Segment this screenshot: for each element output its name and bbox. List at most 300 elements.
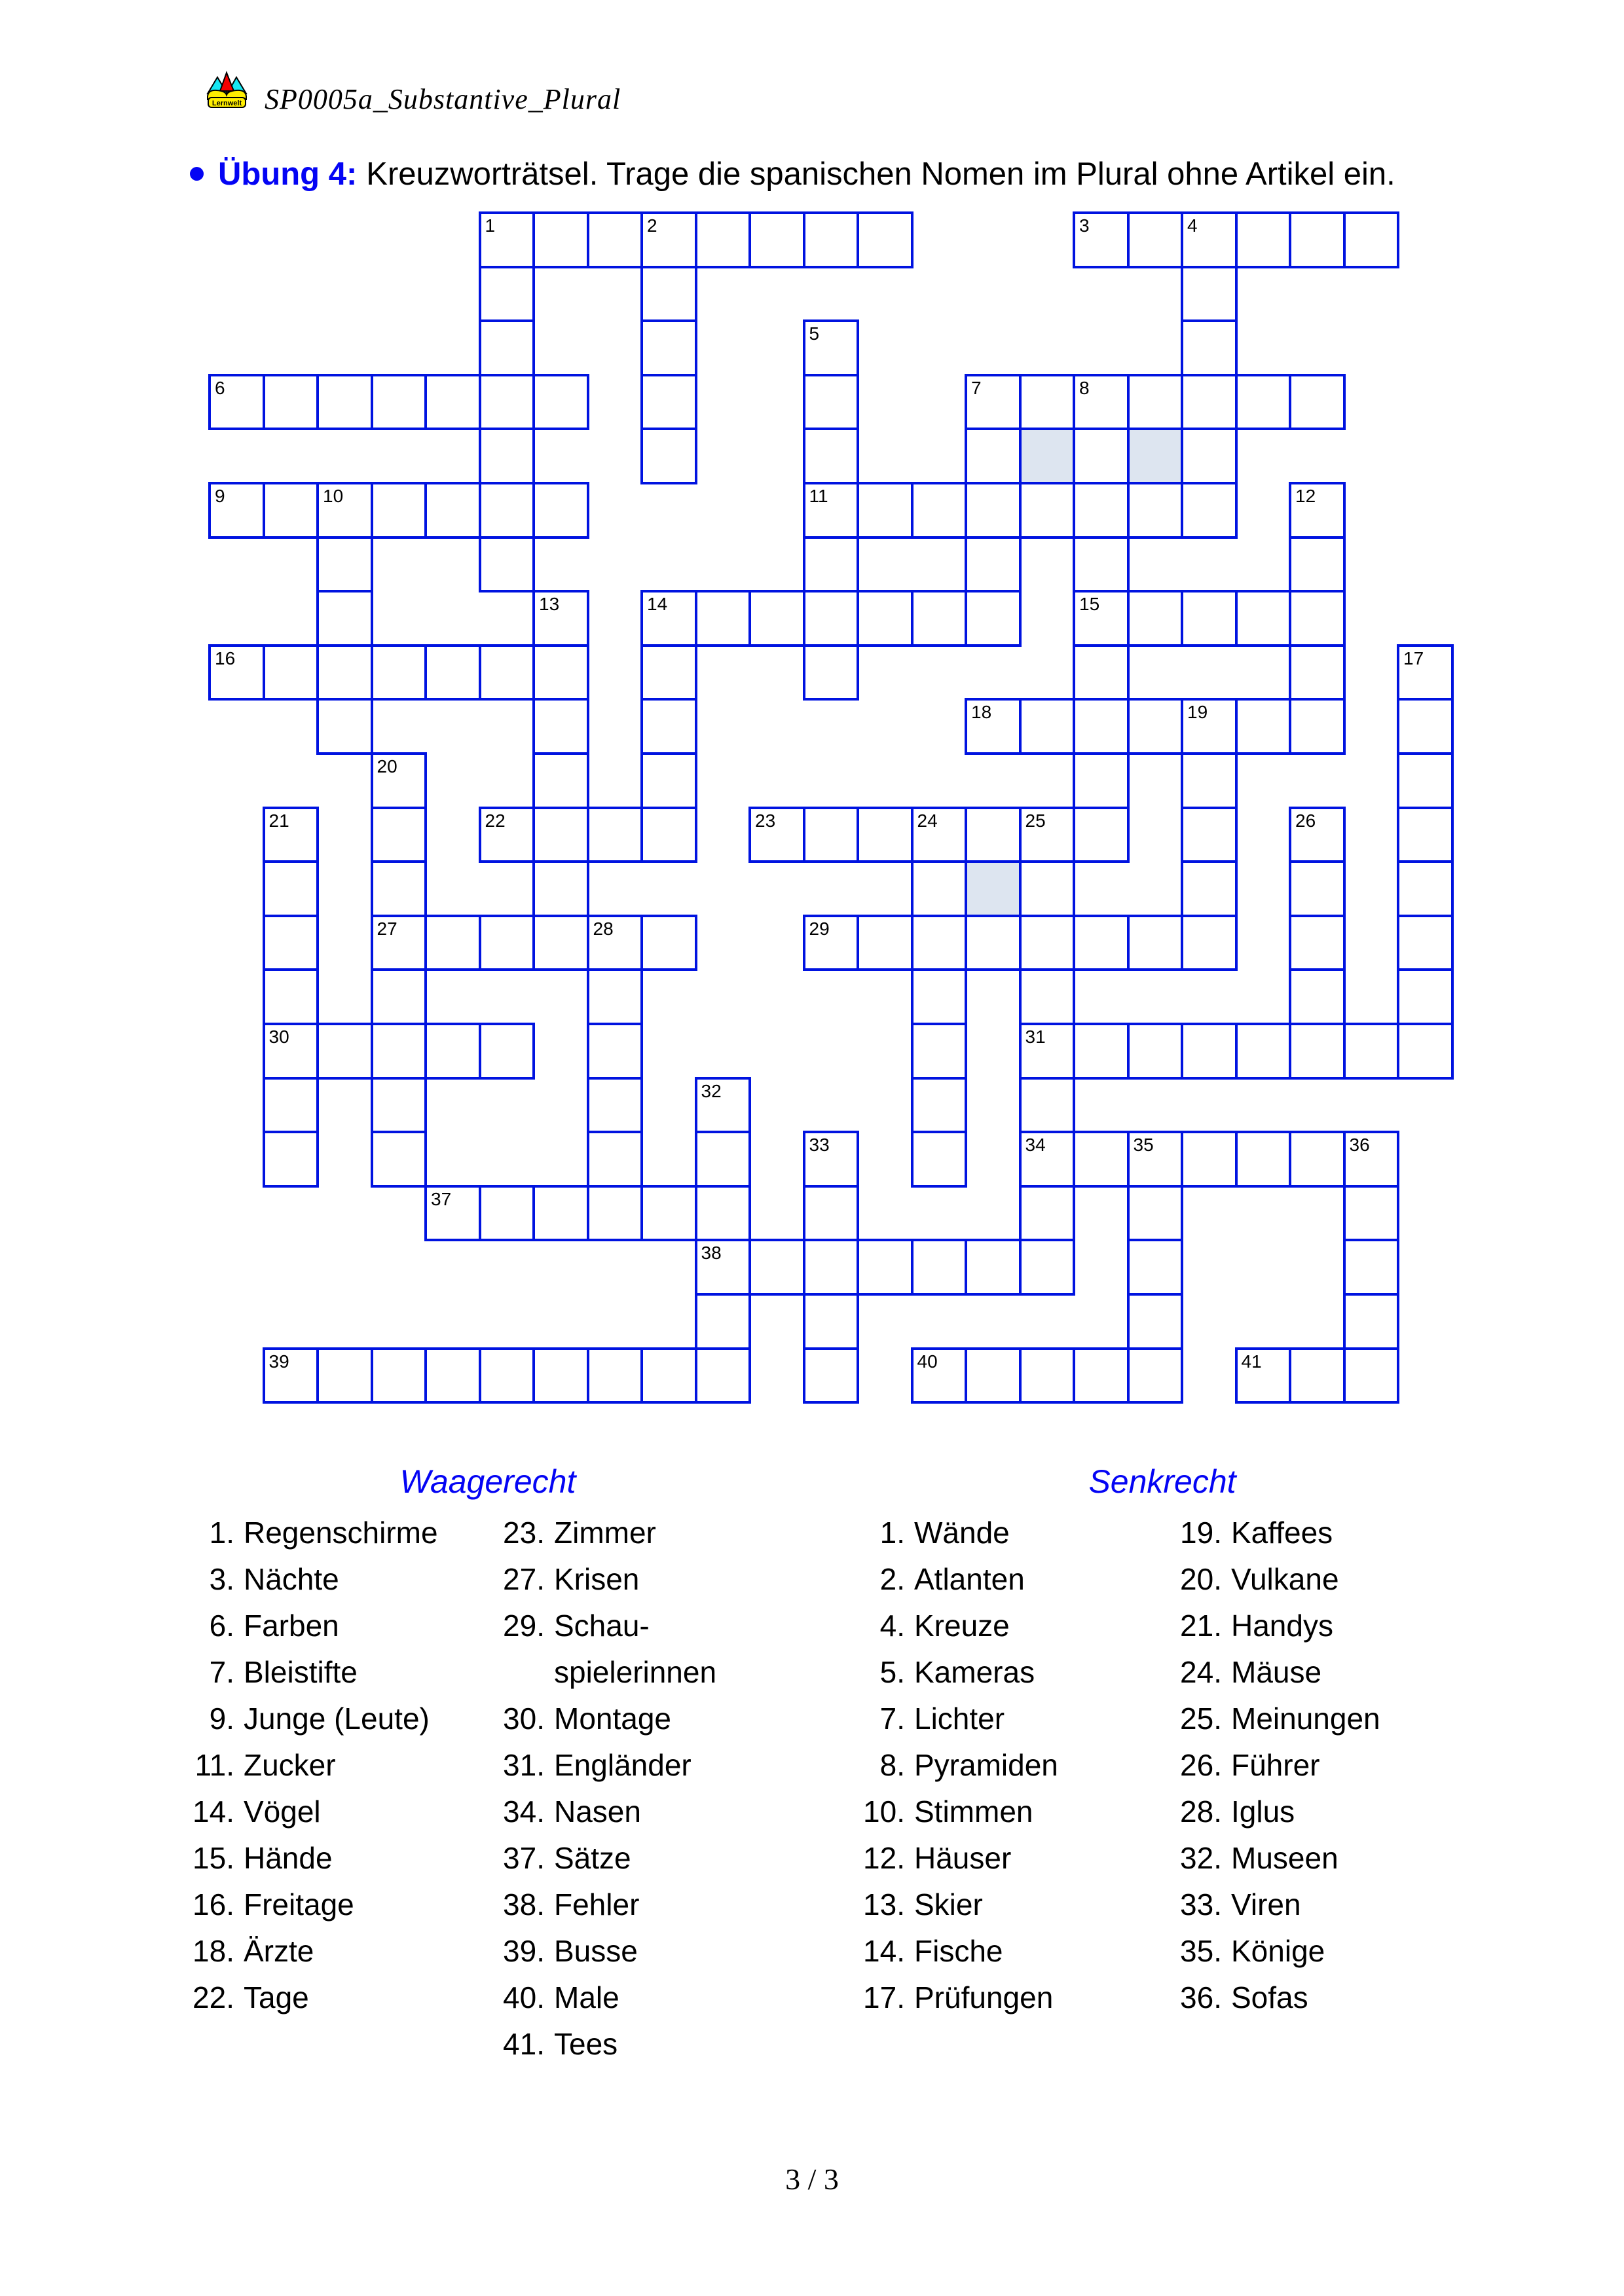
grid-cell[interactable]	[1019, 1239, 1076, 1296]
grid-cell[interactable]	[587, 1023, 644, 1080]
clue-item	[1153, 1882, 1380, 1928]
grid-cell[interactable]	[965, 698, 1022, 755]
grid-cell[interactable]	[1397, 752, 1454, 809]
cell-number: 5	[809, 323, 820, 344]
grid-cell[interactable]	[479, 536, 536, 593]
grid-cell[interactable]	[1181, 807, 1238, 864]
logo-label: Lernwelt	[212, 100, 242, 107]
grid-cell[interactable]	[803, 590, 860, 647]
grid-cell[interactable]	[1019, 374, 1076, 431]
grid-cell[interactable]	[1397, 968, 1454, 1025]
grid-cell[interactable]	[479, 428, 536, 484]
grid-cell[interactable]	[479, 482, 536, 539]
grid-cell[interactable]	[1235, 1131, 1292, 1188]
grid-cell[interactable]	[748, 807, 805, 864]
grid-cell[interactable]	[1019, 482, 1076, 539]
grid-cell[interactable]	[1181, 915, 1238, 972]
grid-cell[interactable]	[479, 644, 536, 701]
grid-cell[interactable]	[857, 211, 913, 268]
grid-cell[interactable]	[748, 1239, 805, 1296]
grid-cell[interactable]	[424, 915, 481, 972]
grid-cell[interactable]	[424, 1347, 481, 1404]
grid-cell[interactable]	[263, 644, 320, 701]
grid-cell[interactable]	[695, 1131, 752, 1188]
cell-number: 35	[1133, 1135, 1154, 1156]
grid-cell[interactable]	[1073, 752, 1130, 809]
clue-text: Farben	[244, 1609, 339, 1643]
clue-item	[165, 1789, 438, 1835]
grid-cell[interactable]	[371, 915, 428, 972]
grid-cell[interactable]	[587, 211, 644, 268]
grid-cell[interactable]	[1343, 1239, 1400, 1296]
grid-cell[interactable]	[263, 860, 320, 917]
grid-cell[interactable]	[479, 807, 536, 864]
clue-number: 30.	[503, 1702, 545, 1736]
grid-cell[interactable]	[695, 1239, 752, 1296]
grid-cell[interactable]	[532, 752, 589, 809]
grid-cell[interactable]	[424, 482, 481, 539]
clue-number: 35.	[1180, 1934, 1222, 1968]
grid-cell[interactable]	[640, 644, 697, 701]
grid-cell[interactable]	[640, 1185, 697, 1242]
grid-cell[interactable]	[263, 807, 320, 864]
grid-cell[interactable]	[1019, 915, 1076, 972]
grid-cell[interactable]	[587, 915, 644, 972]
grid-cell[interactable]	[803, 1347, 860, 1404]
grid-cell[interactable]	[479, 211, 536, 268]
grid-cell[interactable]	[803, 807, 860, 864]
grid-cell[interactable]	[263, 1347, 320, 1404]
clue-item	[836, 1603, 1058, 1649]
cell-number: 36	[1349, 1135, 1370, 1156]
grid-cell[interactable]	[263, 1023, 320, 1080]
grid-cell[interactable]	[1127, 1131, 1184, 1188]
grid-cell[interactable]	[479, 319, 536, 376]
grid-cell[interactable]	[1397, 644, 1454, 701]
clue-text: Atlanten	[914, 1562, 1025, 1596]
grid-cell[interactable]	[424, 644, 481, 701]
grid-cell[interactable]	[911, 482, 968, 539]
grid-cell[interactable]	[911, 1077, 968, 1134]
grid-cell[interactable]	[1397, 860, 1454, 917]
grid-cell[interactable]	[371, 807, 428, 864]
grid-cell[interactable]	[640, 915, 697, 972]
grid-cell[interactable]	[1127, 1023, 1184, 1080]
grid-cell[interactable]	[424, 374, 481, 431]
clue-item	[1153, 1835, 1380, 1882]
grid-cell[interactable]	[803, 374, 860, 431]
grid-cell[interactable]	[695, 211, 752, 268]
clue-text: spielerinnen	[554, 1655, 717, 1689]
grid-cell[interactable]	[1235, 590, 1292, 647]
clue-number: 27.	[503, 1562, 545, 1596]
clue-item	[836, 1975, 1058, 2021]
cell-number: 20	[377, 756, 397, 776]
clue-item	[836, 1556, 1058, 1603]
grid-cell[interactable]	[1343, 1131, 1400, 1188]
grid-cell[interactable]	[640, 211, 697, 268]
grid-cell[interactable]	[371, 1347, 428, 1404]
grid-cell[interactable]	[640, 266, 697, 323]
cell-number: 21	[268, 810, 289, 831]
grid-cell[interactable]	[1073, 698, 1130, 755]
clue-number: 23.	[503, 1516, 545, 1550]
clue-text: Regenschirme	[244, 1516, 438, 1550]
grid-cell[interactable]	[1127, 915, 1184, 972]
across-clues-column-1	[165, 1510, 438, 2021]
grid-cell[interactable]	[1289, 807, 1346, 864]
grid-cell[interactable]	[1235, 374, 1292, 431]
cell-number: 11	[809, 486, 828, 506]
grid-cell[interactable]	[1019, 1347, 1076, 1404]
grid-cell[interactable]	[965, 1239, 1022, 1296]
grid-cell[interactable]	[479, 915, 536, 972]
grid-cell[interactable]	[424, 1185, 481, 1242]
grid-cell[interactable]	[1289, 1131, 1346, 1188]
grid-cell[interactable]	[1073, 536, 1130, 593]
grid-cell[interactable]	[1073, 590, 1130, 647]
grid-cell[interactable]	[1073, 1131, 1130, 1188]
grid-cell[interactable]	[1343, 1293, 1400, 1350]
grid-cell[interactable]	[1019, 1077, 1076, 1134]
clue-text: Nächte	[244, 1562, 339, 1596]
down-section-title: Senkrecht	[1088, 1463, 1236, 1500]
grid-cell[interactable]	[1073, 374, 1130, 431]
grid-cell[interactable]	[424, 1023, 481, 1080]
grid-cell[interactable]	[911, 590, 968, 647]
grid-cell[interactable]	[1397, 807, 1454, 864]
clue-item	[165, 1510, 438, 1556]
grid-cell[interactable]	[911, 915, 968, 972]
grid-cell[interactable]	[316, 482, 373, 539]
clue-number: 26.	[1180, 1748, 1222, 1782]
cell-number: 25	[1025, 810, 1046, 831]
grid-cell[interactable]	[263, 1077, 320, 1134]
grid-cell[interactable]	[1181, 1131, 1238, 1188]
grid-cell[interactable]	[965, 590, 1022, 647]
grid-cell[interactable]	[1397, 698, 1454, 755]
clue-text: Handys	[1231, 1609, 1333, 1643]
clue-item	[165, 1882, 438, 1928]
grid-cell[interactable]	[371, 752, 428, 809]
grid-cell[interactable]	[371, 374, 428, 431]
grid-cell[interactable]	[911, 968, 968, 1025]
grid-cell[interactable]	[695, 1185, 752, 1242]
grid-cell[interactable]	[1289, 1347, 1346, 1404]
grid-cell[interactable]	[640, 374, 697, 431]
grid-cell[interactable]	[1289, 968, 1346, 1025]
clue-number: 17.	[863, 1980, 905, 2014]
grid-cell[interactable]	[532, 807, 589, 864]
grid-cell[interactable]	[965, 374, 1022, 431]
grid-cell[interactable]	[479, 1185, 536, 1242]
clue-text: Kreuze	[914, 1609, 1010, 1643]
clue-text: Hände	[244, 1841, 333, 1875]
grid-cell[interactable]	[965, 536, 1022, 593]
grid-cell[interactable]	[532, 590, 589, 647]
grid-cell[interactable]	[1289, 536, 1346, 593]
grid-cell[interactable]	[1181, 1023, 1238, 1080]
grid-cell[interactable]	[316, 1023, 373, 1080]
grid-cell[interactable]	[695, 1347, 752, 1404]
grid-cell[interactable]	[1127, 1293, 1184, 1350]
cell-number: 37	[431, 1188, 452, 1209]
grid-cell[interactable]	[316, 1347, 373, 1404]
grid-cell[interactable]	[587, 1347, 644, 1404]
grid-cell[interactable]	[1073, 428, 1130, 484]
grid-cell[interactable]	[803, 482, 860, 539]
grid-cell[interactable]	[371, 1077, 428, 1134]
grid-cell[interactable]	[965, 482, 1022, 539]
grid-cell[interactable]	[803, 428, 860, 484]
grid-cell[interactable]	[371, 1131, 428, 1188]
grid-cell[interactable]	[803, 1131, 860, 1188]
clue-text: Freitage	[244, 1887, 354, 1922]
clue-text: Ärzte	[244, 1934, 314, 1968]
grid-cell[interactable]	[1181, 482, 1238, 539]
grid-cell[interactable]	[1127, 374, 1184, 431]
grid-cell[interactable]	[587, 807, 644, 864]
grid-cell[interactable]	[1073, 1347, 1130, 1404]
grid-cell[interactable]	[1397, 915, 1454, 972]
grid-cell[interactable]	[803, 915, 860, 972]
grid-cell[interactable]	[263, 482, 320, 539]
clue-number: 28.	[1180, 1795, 1222, 1829]
clue-item	[836, 1510, 1058, 1556]
grid-cell[interactable]	[1073, 1023, 1130, 1080]
grid-cell[interactable]	[965, 1347, 1022, 1404]
grid-cell[interactable]	[803, 1185, 860, 1242]
grid-cell[interactable]	[1181, 374, 1238, 431]
grid-cell[interactable]	[587, 1077, 644, 1134]
grid-cell[interactable]	[1019, 968, 1076, 1025]
cell-number: 28	[593, 918, 614, 939]
clue-text: Fische	[914, 1934, 1003, 1968]
grid-cell[interactable]	[263, 915, 320, 972]
cell-number: 3	[1079, 215, 1090, 236]
grid-cell[interactable]	[695, 1293, 752, 1350]
grid-cell[interactable]	[371, 860, 428, 917]
grid-cell[interactable]	[1181, 698, 1238, 755]
clue-text: Könige	[1231, 1934, 1325, 1968]
cell-number: 18	[971, 702, 992, 723]
grid-cell[interactable]	[748, 211, 805, 268]
grid-cell[interactable]	[1073, 211, 1130, 268]
grid-cell[interactable]	[857, 807, 913, 864]
grid-cell[interactable]	[587, 1185, 644, 1242]
grid-cell[interactable]	[1127, 482, 1184, 539]
grid-cell[interactable]	[1127, 698, 1184, 755]
grid-cell[interactable]	[803, 536, 860, 593]
grid-cell[interactable]	[857, 915, 913, 972]
clue-text: Stimmen	[914, 1795, 1033, 1829]
grid-cell[interactable]	[1181, 266, 1238, 323]
grid-cell[interactable]	[371, 482, 428, 539]
grid-cell[interactable]	[1289, 1023, 1346, 1080]
clue-item	[475, 1742, 716, 1789]
cell-number: 40	[917, 1351, 938, 1372]
grid-cell[interactable]	[1019, 1131, 1076, 1188]
grid-cell[interactable]	[1073, 807, 1130, 864]
clue-number: 11.	[194, 1748, 234, 1782]
grid-cell[interactable]	[1343, 1185, 1400, 1242]
grid-cell[interactable]	[532, 211, 589, 268]
clue-number: 29.	[503, 1609, 545, 1643]
grid-cell[interactable]	[1127, 590, 1184, 647]
grid-cell[interactable]	[911, 1131, 968, 1188]
grid-cell[interactable]	[911, 807, 968, 864]
cell-number: 19	[1187, 702, 1208, 723]
cell-number: 14	[647, 594, 668, 615]
grid-cell[interactable]	[316, 374, 373, 431]
grid-cell[interactable]	[316, 644, 373, 701]
grid-cell-blocked	[1127, 428, 1184, 484]
grid-cell[interactable]	[1235, 1347, 1292, 1404]
grid-cell[interactable]	[263, 1131, 320, 1188]
clue-number: 2.	[879, 1562, 905, 1596]
clue-number: 14.	[193, 1795, 234, 1829]
clue-number: 7.	[879, 1702, 905, 1736]
grid-cell[interactable]	[1181, 860, 1238, 917]
grid-cell[interactable]	[911, 1239, 968, 1296]
grid-cell[interactable]	[208, 374, 265, 431]
grid-cell[interactable]	[371, 1023, 428, 1080]
grid-cell[interactable]	[532, 1347, 589, 1404]
grid-cell[interactable]	[911, 1347, 968, 1404]
grid-cell[interactable]	[1181, 211, 1238, 268]
grid-cell[interactable]	[1073, 644, 1130, 701]
clue-text: Viren	[1231, 1887, 1301, 1922]
grid-cell[interactable]	[803, 319, 860, 376]
grid-cell[interactable]	[640, 428, 697, 484]
grid-cell[interactable]	[532, 1185, 589, 1242]
grid-cell[interactable]	[479, 1023, 536, 1080]
grid-cell[interactable]	[965, 807, 1022, 864]
grid-cell[interactable]	[1343, 211, 1400, 268]
grid-cell[interactable]	[1019, 860, 1076, 917]
grid-cell[interactable]	[208, 482, 265, 539]
grid-cell[interactable]	[640, 319, 697, 376]
grid-cell[interactable]	[1073, 482, 1130, 539]
clue-item	[475, 1510, 716, 1556]
grid-cell[interactable]	[532, 915, 589, 972]
grid-cell[interactable]	[1289, 211, 1346, 268]
grid-cell[interactable]	[479, 266, 536, 323]
grid-cell[interactable]	[532, 698, 589, 755]
grid-cell[interactable]	[1127, 1185, 1184, 1242]
grid-cell[interactable]	[911, 860, 968, 917]
grid-cell[interactable]	[640, 752, 697, 809]
grid-cell[interactable]	[1289, 698, 1346, 755]
grid-cell[interactable]	[640, 590, 697, 647]
grid-cell[interactable]	[1235, 698, 1292, 755]
grid-cell[interactable]	[857, 1239, 913, 1296]
clue-number: 4.	[879, 1609, 905, 1643]
grid-cell[interactable]	[1181, 590, 1238, 647]
grid-cell[interactable]	[316, 590, 373, 647]
grid-cell[interactable]	[1289, 482, 1346, 539]
clue-item	[475, 2021, 716, 2068]
grid-cell[interactable]	[1019, 698, 1076, 755]
grid-cell[interactable]	[208, 644, 265, 701]
clue-number: 32.	[1180, 1841, 1222, 1875]
grid-cell[interactable]	[316, 536, 373, 593]
grid-cell[interactable]	[1289, 915, 1346, 972]
grid-cell[interactable]	[965, 428, 1022, 484]
grid-cell[interactable]	[1127, 1239, 1184, 1296]
clue-item	[1153, 1975, 1380, 2021]
clue-number: 9.	[209, 1702, 234, 1736]
grid-cell[interactable]	[316, 698, 373, 755]
grid-cell[interactable]	[587, 968, 644, 1025]
grid-cell[interactable]	[1289, 644, 1346, 701]
clue-text: Kaffees	[1231, 1516, 1333, 1550]
grid-cell[interactable]	[1127, 211, 1184, 268]
grid-cell[interactable]	[1019, 1185, 1076, 1242]
grid-cell[interactable]	[695, 1077, 752, 1134]
grid-cell[interactable]	[371, 644, 428, 701]
grid-cell[interactable]	[532, 482, 589, 539]
grid-cell[interactable]	[479, 1347, 536, 1404]
grid-cell[interactable]	[1073, 915, 1130, 972]
grid-cell[interactable]	[1235, 211, 1292, 268]
grid-cell[interactable]	[640, 807, 697, 864]
grid-cell[interactable]	[965, 915, 1022, 972]
grid-cell[interactable]	[803, 1293, 860, 1350]
grid-cell[interactable]	[1127, 1347, 1184, 1404]
grid-cell[interactable]	[911, 1023, 968, 1080]
grid-cell[interactable]	[1289, 590, 1346, 647]
grid-cell[interactable]	[640, 1347, 697, 1404]
grid-cell[interactable]	[479, 374, 536, 431]
grid-cell[interactable]	[1343, 1023, 1400, 1080]
grid-cell[interactable]	[1019, 1023, 1076, 1080]
grid-cell[interactable]	[803, 644, 860, 701]
grid-cell[interactable]	[1181, 319, 1238, 376]
grid-cell[interactable]	[640, 698, 697, 755]
grid-cell[interactable]	[803, 211, 860, 268]
cell-number: 30	[268, 1027, 289, 1047]
grid-cell[interactable]	[1019, 807, 1076, 864]
grid-cell[interactable]	[1235, 1023, 1292, 1080]
grid-cell[interactable]	[587, 1131, 644, 1188]
grid-cell[interactable]	[1397, 1023, 1454, 1080]
clue-item	[1153, 1556, 1380, 1603]
grid-cell[interactable]	[532, 644, 589, 701]
grid-cell[interactable]	[1181, 752, 1238, 809]
grid-cell[interactable]	[532, 374, 589, 431]
grid-cell[interactable]	[857, 482, 913, 539]
grid-cell[interactable]	[1289, 374, 1346, 431]
cell-number: 32	[701, 1080, 722, 1101]
cell-number: 16	[215, 647, 236, 668]
grid-cell[interactable]	[695, 590, 752, 647]
grid-cell[interactable]	[263, 968, 320, 1025]
grid-cell[interactable]	[371, 968, 428, 1025]
clue-number: 16.	[193, 1887, 234, 1922]
grid-cell[interactable]	[857, 590, 913, 647]
clue-text: Iglus	[1231, 1795, 1295, 1829]
grid-cell[interactable]	[1289, 860, 1346, 917]
grid-cell[interactable]	[263, 374, 320, 431]
grid-cell[interactable]	[748, 590, 805, 647]
grid-cell[interactable]	[803, 1239, 860, 1296]
clue-item	[836, 1835, 1058, 1882]
cell-number: 22	[485, 810, 506, 831]
grid-cell[interactable]	[1181, 428, 1238, 484]
grid-cell[interactable]	[532, 860, 589, 917]
grid-cell[interactable]	[1343, 1347, 1400, 1404]
